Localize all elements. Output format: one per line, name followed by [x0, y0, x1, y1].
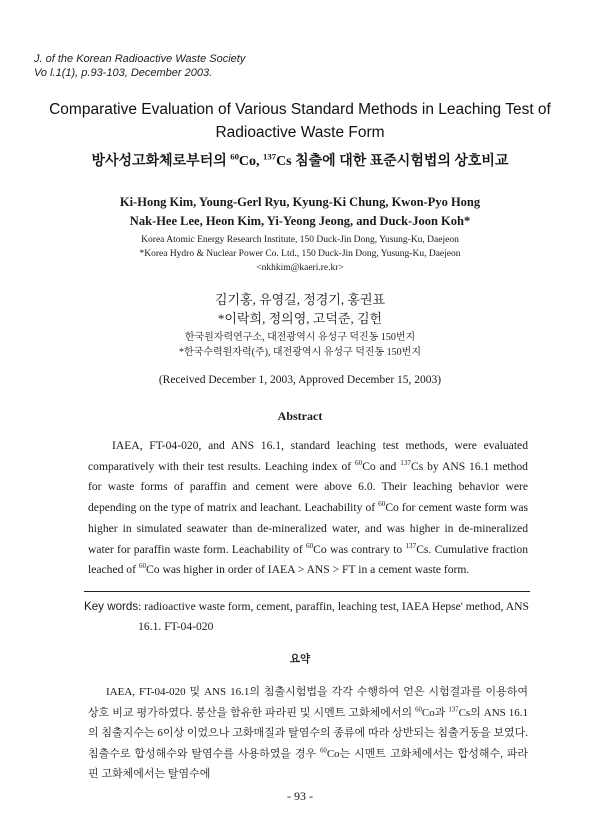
received-dates: (Received December 1, 2003, Approved December 15, 2003) — [158, 374, 442, 386]
affiliation-kr-1: 한국원자력연구소, 대전광역시 유성구 덕진동 150번지 — [184, 332, 416, 343]
affiliation-kaeri: Korea Atomic Energy Research Institute, 150 Duck-Jin Dong, Yusung-Ku, Daejeon — [141, 235, 459, 245]
contact-email[interactable]: <nkhkim@kaeri.re.kr> — [256, 263, 344, 273]
korean-abstract-body: IAEA, FT-04-020 및 ANS 16.1의 침출시험법을 각각 수행하여 얻은 시험결과를 이용하여 상호 비교 평가하였다. 붕산을 함유한 파라핀 및 시멘트 고화체에서의 $^{60}$Co과 $^{137}$Cs의 ANS 16.1의 침출지수는 6이상 이었으나 고화매질과 탈염수의 종류에 따라 상반되는 침출거동을 보였다. 침출수로 합성해수와 탈염수를 사용하였을 경우 $^{60}$Co는 시멘트 고화체에서는 합성해수, 파라핀 고화체에서는 탈염수에 — [88, 686, 529, 780]
authors-line-1: Ki-Hong Kim, Young-Gerl Ryu, Kyung-Ki Chung, Kwon-Pyo Hong — [119, 195, 481, 209]
authors-kr-line-2: *이락희, 정의영, 고덕준, 김헌 — [217, 311, 383, 326]
title-line-1: Comparative Evaluation of Various Standard Methods in Leaching Test of — [49, 101, 551, 118]
keywords-text: : radioactive waste form, cement, paraffin, leaching test, IAEA Hepse' method, ANS 16.1. FT-04-020 — [138, 600, 529, 633]
journal-name: J. of the Korean Radioactive Waste Society — [34, 53, 246, 65]
affiliation-kr-2: *한국수력원자력(주), 대전광역시 유성구 덕진동 150번지 — [178, 347, 422, 358]
keywords — [84, 597, 534, 637]
journal-citation — [34, 52, 245, 80]
keywords-divider — [84, 591, 530, 592]
abstract-heading: Abstract — [277, 409, 323, 423]
title-line-2: Radioactive Waste Form — [215, 124, 385, 141]
author-list — [40, 193, 560, 231]
journal-volume: Vo l.1(1), p.93-103, December 2003. — [34, 67, 213, 79]
affiliation-khnp: *Korea Hydro & Nuclear Power Co. Ltd., 150 Duck-Jin Dong, Yusung-Ku, Daejeon — [139, 249, 461, 259]
abstract-body: IAEA, FT-04-020, and ANS 16.1, standard leaching test methods, were evaluated comparatively with their test results. Leaching index of $^{60}$Co and $^{137}$Cs by ANS 16.1 method for waste forms of paraffin and cement were above 6.0. Their leaching behavior were depending on the type of matrix and leachant. Leachability of $^{60}$Co for cement waste form was higher in simulated seawater than de-mineralized water, and was higher in de-mineralized water for paraffin waste form. Leachability of $^{60}$Co was contrary to $^{137}$Cs. Cumulative fraction leached of $^{60}$Co was higher in order of IAEA > ANS > FT in a cement waste form. — [88, 439, 528, 577]
keywords-label: Key words — [84, 600, 139, 613]
page-number: - 93 - — [287, 789, 313, 803]
korean-abstract-heading: 요약 — [289, 654, 311, 665]
title-korean: 방사성고화체로부터의 $^{60}$Co, $^{137}$Cs 침출에 대한 표준시험법의 상호비교 — [91, 151, 509, 169]
affiliations — [40, 233, 560, 275]
authors-line-2: Nak-Hee Lee, Heon Kim, Yi-Yeong Jeong, and Duck-Joon Koh* — [129, 214, 471, 228]
authors-kr-line-1: 김기홍, 유영길, 정경기, 홍권표 — [214, 292, 386, 307]
affiliations-korean — [40, 330, 560, 360]
title-english — [40, 98, 560, 144]
author-list-korean — [40, 290, 560, 328]
